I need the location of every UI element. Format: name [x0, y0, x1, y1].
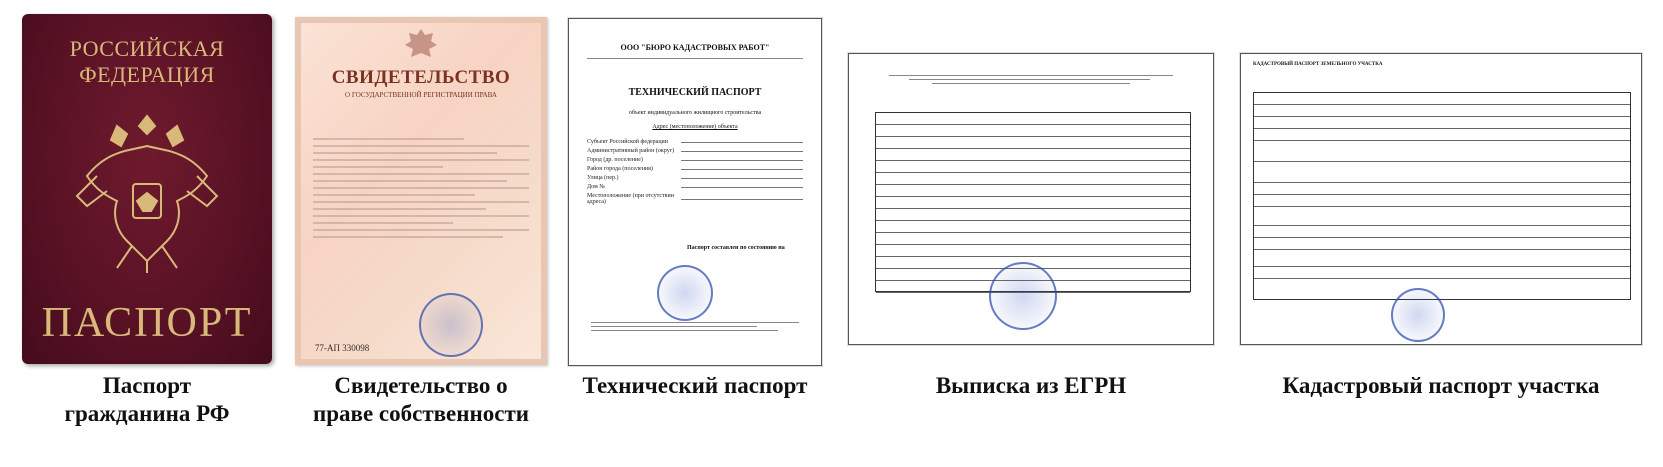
address-heading: Адрес (местоположение) объекта	[652, 124, 738, 130]
caption-ownership-certificate: Свидетельство о праве собственности	[312, 373, 530, 426]
double-headed-eagle-icon	[67, 96, 227, 276]
object-type: объект индивидуального жилищного строительства	[628, 110, 762, 116]
certificate-subtitle: О ГОСУДАРСТВЕННОЙ РЕГИСТРАЦИИ ПРАВА	[345, 91, 497, 99]
ownership-certificate-image	[295, 17, 547, 365]
technical-passport-title: ТЕХНИЧЕСКИЙ ПАСПОРТ	[628, 87, 762, 98]
caption-technical-passport: Технический паспорт	[582, 373, 808, 398]
caption-passport: Паспорт гражданина РФ	[64, 373, 230, 426]
passport-image	[22, 14, 272, 364]
caption-egrn-extract: Выписка из ЕГРН	[935, 373, 1127, 398]
org-name: ООО "БЮРО КАДАСТРОВЫХ РАБОТ"	[620, 43, 770, 52]
technical-passport-image	[568, 18, 822, 366]
caption-cadastral-passport: Кадастровый паспорт участка	[1282, 373, 1600, 398]
certificate-number: 77-АП 330098	[315, 343, 370, 353]
cadastral-table	[1253, 92, 1631, 300]
certificate-text-lines	[313, 133, 529, 243]
cadastral-passport-image	[1240, 53, 1642, 345]
stamp-seal	[989, 262, 1057, 330]
certificate-title: СВИДЕТЕЛЬСТВО	[331, 67, 511, 88]
stamp-seal	[1391, 288, 1445, 342]
egrn-extract-image	[848, 53, 1214, 345]
passport-date-note: Паспорт составлен по состоянию на	[687, 245, 785, 251]
passport-cover-top: РОССИЙСКАЯ ФЕДЕРАЦИЯ	[69, 36, 225, 87]
coat-of-arms-icon	[401, 27, 441, 63]
cadastral-title: КАДАСТРОВЫЙ ПАСПОРТ ЗЕМЕЛЬНОГО УЧАСТКА	[1253, 62, 1383, 67]
stamp-seal	[419, 293, 483, 357]
stamp-seal	[657, 265, 713, 321]
passport-cover-title: ПАСПОРТ	[41, 300, 253, 346]
address-fields: Субъект Российской федерации Административный район (округ) Город (др. поселение) Район города (поселения) Улица (пер.) Дом № Местоположение (при отсутствии адреса)	[569, 130, 821, 205]
